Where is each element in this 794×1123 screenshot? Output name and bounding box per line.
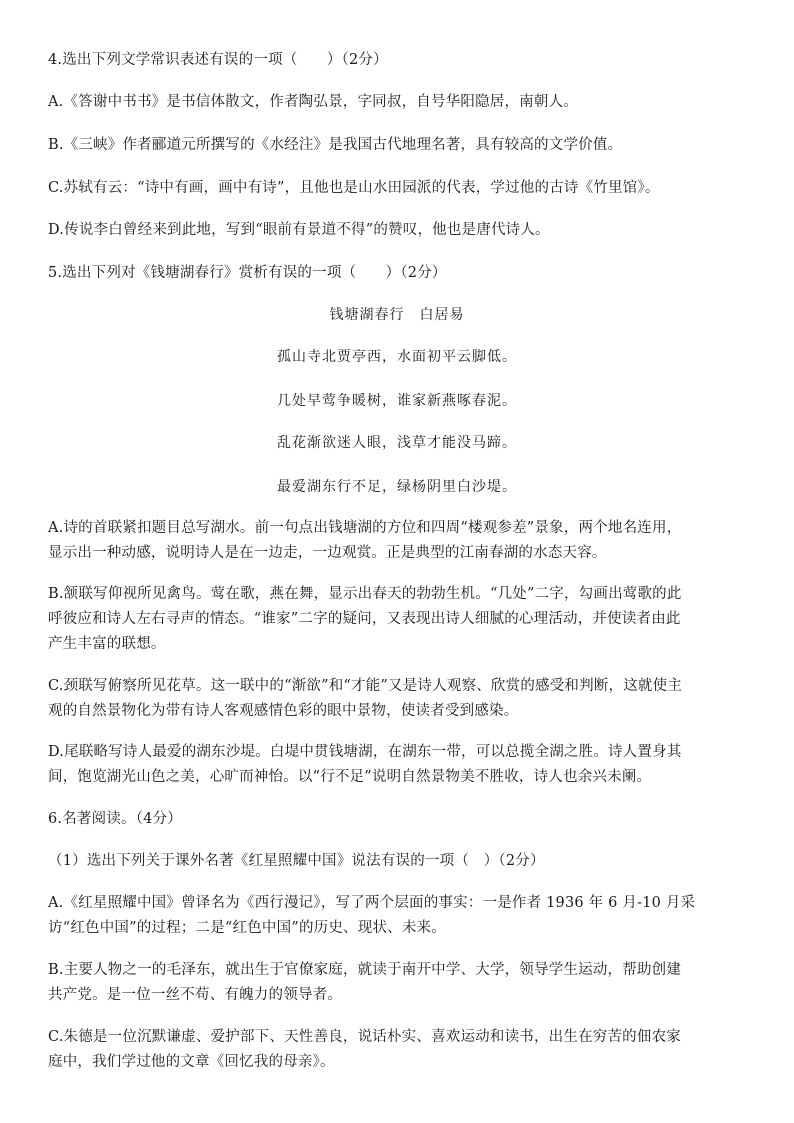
- q6-stem: 6.名著阅读。（4分）: [48, 811, 183, 827]
- q4-option-d: D.传说李白曾经来到此地，写到“眼前有景道不得”的赞叹，他也是唐代诗人。: [48, 222, 550, 238]
- q4-stem: 4.选出下列文学常识表述有误的一项（ ）（2分）: [48, 52, 388, 68]
- q5-option-b-line: 呼彼应和诗人左右寻声的情态。“谁家”二字的疑问，又表现出诗人细腻的心理活动，并使读者由此: [48, 611, 681, 627]
- poem-line: 孤山寺北贾亭西，水面初平云脚低。: [277, 349, 517, 365]
- q5-option-b-line: B.颔联写仰视所见禽鸟。莺在歌，燕在舞，显示出春天的勃勃生机。“几处”二字，勾画出莺歌的此: [48, 586, 682, 602]
- poem-line: 几处早莺争暖树，谁家新燕啄春泥。: [277, 393, 517, 409]
- q4-option-a: A.《答谢中书书》是书信体散文，作者陶弘景，字同叔，自号华阳隐居，南朝人。: [48, 94, 578, 110]
- q5-option-d-line: 间，饱览湖光山色之美，心旷而神怡。以“行不足”说明自然景物美不胜收，诗人也余兴未阑。: [48, 769, 652, 785]
- q5-option-a-line: 显示出一种动感，说明诗人是在一边走，一边观赏。正是典型的江南春湖的水态天容。: [48, 545, 607, 561]
- q5-option-b-line: 产生丰富的联想。: [48, 636, 166, 652]
- q5-option-c-line: 观的自然景物化为带有诗人客观感情色彩的眼中景物，使读者受到感染。: [48, 703, 519, 719]
- q6-option-c-line: C.朱德是一位沉默谦虚、爱护部下、天性善良，说话朴实、喜欢运动和读书，出生在穷苦的佃农家: [48, 1029, 681, 1045]
- q6-option-a-line: A.《红星照耀中国》曾译名为《西行漫记》，写了两个层面的事实：一是作者 1936 年 6 月-10 月采: [48, 895, 696, 911]
- q6-option-b-line: B.主要人物之一的毛泽东，就出生于官僚家庭，就读于南开中学、大学，领导学生运动，帮助创建: [48, 962, 682, 978]
- q6-option-a-line: 访“红色中国”的过程；二是“红色中国”的历史、现状、未来。: [48, 920, 446, 936]
- q6-option-b-line: 共产党。是一位一丝不苟、有魄力的领导者。: [48, 987, 342, 1003]
- q5-option-c-line: C.颈联写俯察所见花草。这一联中的“渐欲”和“才能”又是诗人观察、欣赏的感受和判断，这就使主: [48, 678, 683, 694]
- q6-option-c-line: 庭中，我们学过他的文章《回忆我的母亲》。: [48, 1054, 335, 1070]
- q5-stem: 5.选出下列对《钱塘湖春行》赏析有误的一项（ ）（2分）: [48, 265, 447, 281]
- poem-line: 乱花渐欲迷人眼，浅草才能没马蹄。: [277, 435, 517, 451]
- q4-option-b: B.《三峡》作者郦道元所撰写的《水经注》是我国古代地理名著，具有较高的文学价值。: [48, 137, 623, 153]
- q6-sub1-stem: （1）选出下列关于课外名著《红星照耀中国》说法有误的一项（ ）（2分）: [48, 853, 545, 869]
- poem-line: 最爱湖东行不足，绿杨阴里白沙堤。: [277, 479, 517, 495]
- q5-option-d-line: D.尾联略写诗人最爱的湖东沙堤。白堤中贯钱塘湖，在湖东一带，可以总揽全湖之胜。诗人置身其: [48, 744, 682, 760]
- q4-option-c: C.苏轼有云：“诗中有画，画中有诗”，且他也是山水田园派的代表，学过他的古诗《竹里馆》。: [48, 180, 660, 196]
- poem-title: 钱塘湖春行 白居易: [329, 307, 465, 323]
- q5-option-a-line: A.诗的首联紧扣题目总写湖水。前一句点出钱塘湖的方位和四周“楼观参差”景象，两个地名连用，: [48, 520, 682, 536]
